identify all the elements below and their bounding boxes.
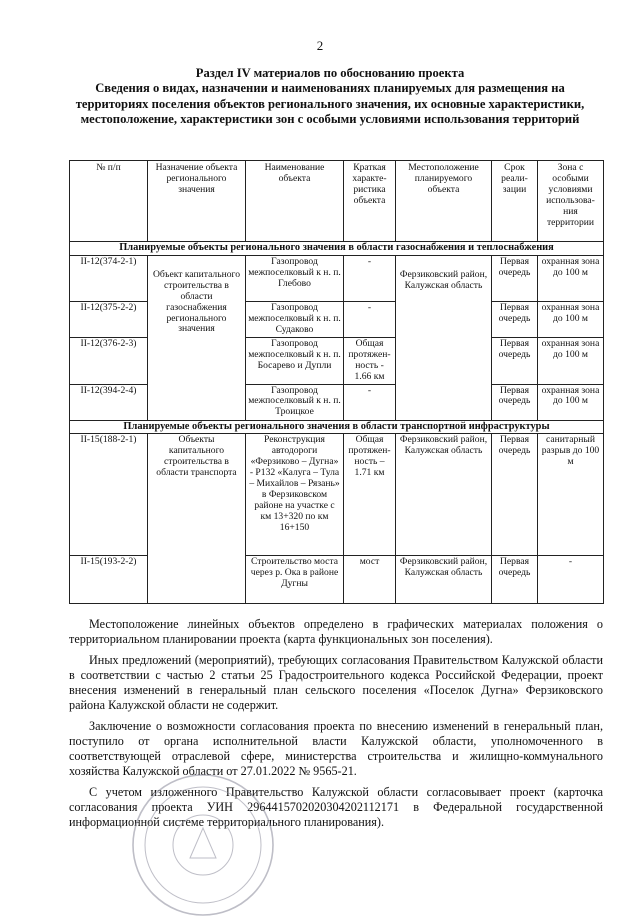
row-zone: санитарный разрыв до 100 м (538, 434, 604, 556)
section-heading (70, 66, 590, 128)
row-zone: - (538, 556, 604, 604)
section-title-transport: Планируемые объекты регионального значения в области транспортной инфраструктуры (70, 420, 604, 434)
row-number: II-15(188-2-1) (70, 434, 148, 556)
table-row (70, 434, 604, 556)
table-header-row (70, 161, 604, 242)
section-row-transport (70, 420, 604, 434)
table-row (70, 255, 604, 301)
row-number: II-12(376-2-3) (70, 337, 148, 384)
row-object-name: Газопровод межпоселковый к н. п. Судаково (246, 301, 344, 337)
heading-line-1: Раздел IV материалов по обоснованию проекта (195, 66, 465, 80)
row-object-name: Газопровод межпоселковый к н. п. Троицкое (246, 384, 344, 420)
row-object-name: Газопровод межпоселковый к н. п. Глебово (246, 255, 344, 301)
header-location: Местоположение планируемого объекта (396, 161, 492, 242)
header-term: Срок реали-зации (492, 161, 538, 242)
row-term: Первая очередь (492, 255, 538, 301)
row-zone: охранная зона до 100 м (538, 301, 604, 337)
row-characteristic: - (344, 384, 396, 420)
header-name: Наименование объекта (246, 161, 344, 242)
page-number: 2 (316, 38, 324, 53)
row-characteristic: мост (344, 556, 396, 604)
header-number: № п/п (70, 161, 148, 242)
row-characteristic: Общая протяжен-ность - 1.66 км (344, 337, 396, 384)
paragraph: Местоположение линейных объектов определено в графических материалах положения о территориальном планировании проекта (карта функциональных зон поселения). (69, 617, 603, 646)
row-characteristic: Общая протяжен-ность – 1.71 км (344, 434, 396, 556)
row-characteristic: - (344, 301, 396, 337)
row-number: II-15(193-2-2) (70, 556, 148, 604)
gas-purpose: Объект капитального строительства в области газоснабжения регионального значения (148, 255, 246, 420)
row-term: Первая очередь (492, 556, 538, 604)
row-object-name: Газопровод межпоселковый к н. п. Босарево и Дупли (246, 337, 344, 384)
paragraph: С учетом изложенного Правительство Калужской области согласовывает проект (карточка согласования проекта УИН 296441570202030420211217​1 в Федеральной государственной информационной системе территориального планирования). (69, 785, 603, 829)
gas-location: Ферзиковский район, Калужская область (396, 255, 492, 420)
header-characteristic: Краткая характе-ристика объекта (344, 161, 396, 242)
header-purpose: Назначение объекта регионального значения (148, 161, 246, 242)
row-location: Ферзиковский район, Калужская область (396, 434, 492, 556)
row-number: II-12(374-2-1) (70, 255, 148, 301)
transport-purpose: Объекты капитального строительства в области транспорта (148, 434, 246, 604)
row-term: Первая очередь (492, 301, 538, 337)
row-number: II-12(394-2-4) (70, 384, 148, 420)
header-zone: Зона с особыми условиями использова-ния территории (538, 161, 604, 242)
heading-line-2: Сведения о видах, назначении и наименованиях планируемых для размещения на территориях поселения объектов регионального значения, их основные характеристики, местоположение, характеристики зон с особыми условиями использования территорий (75, 81, 585, 127)
row-term: Первая очередь (492, 337, 538, 384)
section-title-gas: Планируемые объекты регионального значения в области газоснабжения и теплоснабжения (70, 242, 604, 256)
paragraph: Иных предложений (мероприятий), требующих согласования Правительством Калужской области в соответствии с частью 2 статьи 25 Градостроительного кодекса Российской Федерации, проект внесения изменений в генеральный план сельского поселения «Поселок Дугна» Ферзиковского района Калужской области не содержит. (69, 653, 603, 712)
row-term: Первая очередь (492, 384, 538, 420)
row-location: Ферзиковский район, Калужская область (396, 556, 492, 604)
row-object-name: Реконструкция автодороги «Ферзиково – Дугна» - Р132 «Калуга – Тула – Михайлов – Рязань» в Ферзиковском районе на участке с км 13+320 по км 16+150 (246, 434, 344, 556)
row-zone: охранная зона до 100 м (538, 337, 604, 384)
paragraph: Заключение о возможности согласования проекта по внесению изменений в генеральный план, поступило от органа исполнительной власти Калужской области, уполномоченного в соответствующей отраслевой сфере, министерства строительства и жилищно-коммунального хозяйства Калужской области от 27.01.2022 № 9565-21. (69, 719, 603, 778)
conclusion-text (69, 617, 603, 836)
row-zone: охранная зона до 100 м (538, 255, 604, 301)
row-object-name: Строительство моста через р. Ока в районе Дугны (246, 556, 344, 604)
row-characteristic: - (344, 255, 396, 301)
row-term: Первая очередь (492, 434, 538, 556)
section-row-gas (70, 242, 604, 256)
row-zone: охранная зона до 100 м (538, 384, 604, 420)
row-number: II-12(375-2-2) (70, 301, 148, 337)
objects-table (69, 160, 604, 604)
